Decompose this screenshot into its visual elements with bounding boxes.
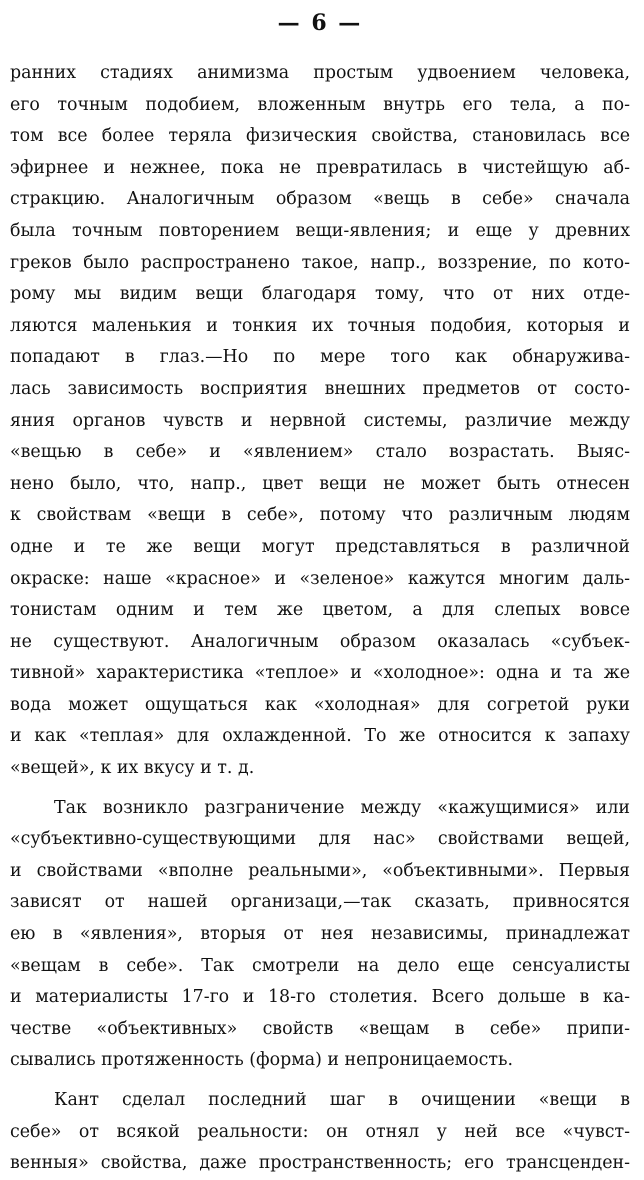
text-line: Кант сделал последний шаг в очищении «вещи в — [54, 1090, 630, 1110]
text-line: ранних стадиях анимизма простым удвоением человека, — [10, 63, 630, 83]
text-line: его точным подобием, вложенным внутрь его тела, а по- — [10, 94, 630, 115]
text-line: «вещей», к их вкусу и т. д. — [10, 758, 255, 779]
text-line: нено было, что, напр., цвет вещи не может быть отнесен — [10, 473, 630, 494]
text-line: не существуют. Аналогичным образом оказалась «субъек- — [10, 631, 630, 652]
text-line: Так возникло разграничение между «кажущимися» или — [54, 797, 630, 818]
text-line: «вещам в себе». Так смотрели на дело еще сенсуалисты — [10, 955, 630, 976]
text-line: тивной» характеристика «теплое» и «холодное»: одна и та же — [10, 663, 630, 684]
text-line: тонистам одним и тем же цветом, а для слепых вовсе — [10, 600, 630, 621]
paragraph-gap — [10, 1077, 630, 1085]
text-line: и свойствами «вполне реальными», «объективными». Первыя — [10, 860, 630, 881]
text-line: том все более теряла физическия свойства, становилась все — [10, 126, 630, 147]
paragraph-3 — [10, 1085, 630, 1180]
text-line: «субъективно-существующими для нас» свойствами вещей, — [10, 829, 630, 850]
text-line: к свойствам «вещи в себе», потому что различным людям — [10, 505, 630, 526]
text-line: вода может ощущаться как «холодная» для согретой руки — [10, 694, 630, 715]
text-line: себе» от всякой реальности: он отнял у ней все «чувст- — [10, 1121, 630, 1142]
text-line: венныя» свойства, даже пространственность; его трансценден- — [10, 1153, 630, 1174]
text-line: честве «объективных» свойств «вещам в себе» припи- — [10, 1018, 630, 1039]
text-line: и как «теплая» для охлажденной. То же относится к запаху — [10, 726, 630, 747]
text-line: рому мы видим вещи благодаря тому, что от них отде- — [10, 284, 630, 305]
text-line: была точным повторением вещи-явления; и еще у древних — [10, 220, 630, 241]
text-line: «вещью в себе» и «явлением» стало возрастать. Выяс- — [10, 442, 630, 463]
text-line: и материалисты 17-го и 18-го столетия. Всего дольше в ка- — [10, 987, 630, 1008]
text-line: эфирнее и нежнее, пока не превратилась в чистейщую аб- — [10, 157, 630, 178]
text-line: окраске: наше «красное» и «зеленое» кажутся многим даль- — [10, 568, 630, 589]
text-line: стракцию. Аналогичным образом «вещь в себе» сначала — [10, 189, 630, 210]
page-number: — 6 — — [277, 10, 363, 36]
text-line: зависят от нашей организаци,—так сказать, привносятся — [10, 892, 630, 913]
text-line: ляются маленькия и тонкия их точныя подобия, которыя и — [10, 315, 630, 336]
text-line: сывались протяженность (форма) и непроницаемость. — [10, 1050, 513, 1071]
text-line: попадают в глаз.—Но по мере того как обнаружива- — [10, 347, 630, 368]
paragraph-2 — [10, 793, 630, 1077]
text-line: яния органов чувств и нервной системы, различие между — [10, 410, 630, 431]
text-line: лась зависимость восприятия внешних предметов от состо- — [10, 378, 630, 399]
text-line: греков было распространено такое, напр., воззрение, по кото- — [10, 252, 630, 273]
paragraph-1 — [10, 58, 630, 785]
text-line: ею в «явления», вторыя от нея независимы, принадлежат — [10, 924, 630, 945]
text-line: одне и те же вещи могут представляться в различной — [10, 536, 630, 557]
paragraph-gap — [10, 785, 630, 793]
